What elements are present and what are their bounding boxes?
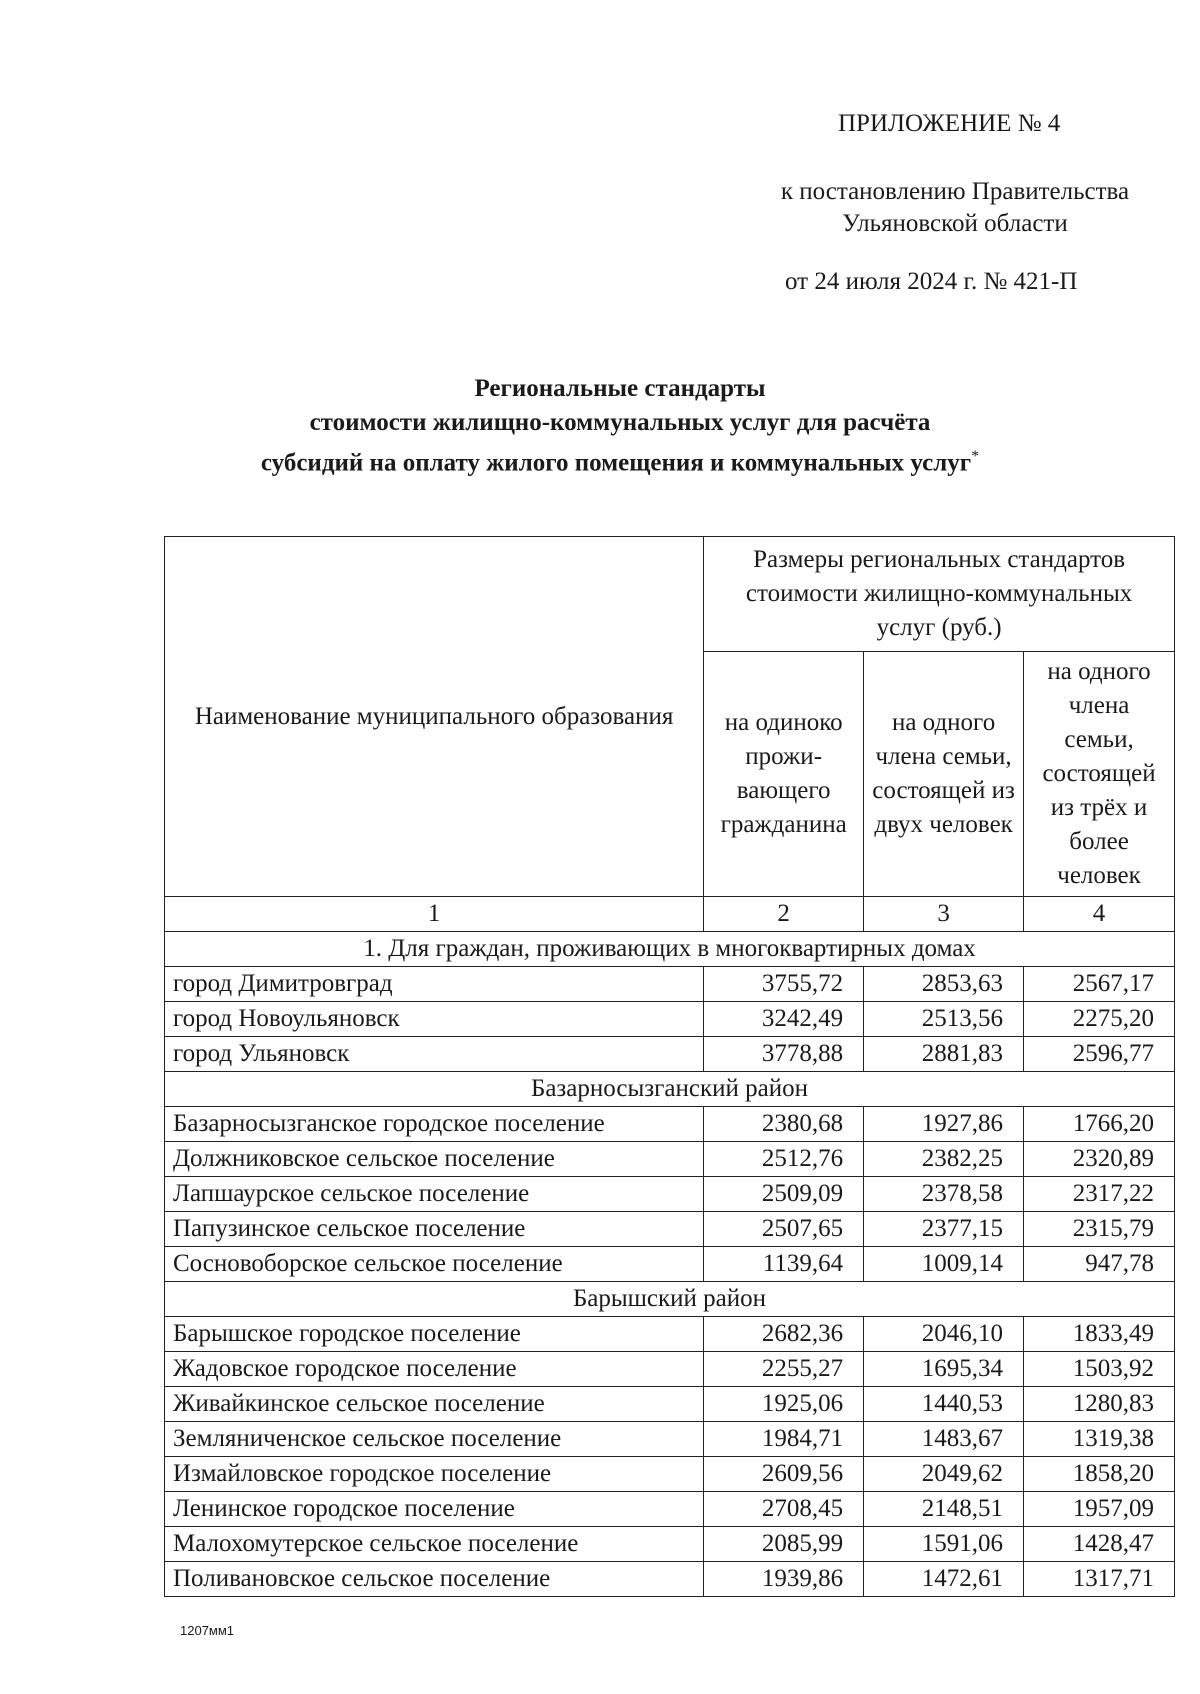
table-row xyxy=(165,1177,1175,1212)
appendix-number: ПРИЛОЖЕНИЕ № 4 xyxy=(838,110,1061,137)
col-number-4: 4 xyxy=(1024,897,1175,932)
decree-line-1: к постановлению Правительства xyxy=(780,178,1130,205)
value-three-plus: 2315,79 xyxy=(1024,1212,1175,1247)
value-two-person: 2881,83 xyxy=(864,1037,1024,1072)
table-row xyxy=(165,1317,1175,1352)
decree-date: от 24 июля 2024 г. № 421-П xyxy=(785,268,1078,295)
municipality-name: город Димитровград xyxy=(165,967,704,1002)
header-row-1 xyxy=(165,537,1175,652)
value-single: 3755,72 xyxy=(704,967,864,1002)
col4-header: на одного члена семьи, состоящей из трёх и более человек xyxy=(1024,652,1175,897)
footer-code: 1207мм1 xyxy=(180,1623,235,1638)
municipality-name: Земляниченское сельское поселение xyxy=(165,1422,704,1457)
table-row xyxy=(165,1562,1175,1597)
value-two-person: 2378,58 xyxy=(864,1177,1024,1212)
value-two-person: 2148,51 xyxy=(864,1492,1024,1527)
title-line-3: субсидий на оплату жилого помещения и коммунальных услуг* xyxy=(260,448,980,477)
table-row xyxy=(165,1107,1175,1142)
municipality-name: Измайловское городское поселение xyxy=(165,1457,704,1492)
value-three-plus: 1833,49 xyxy=(1024,1317,1175,1352)
value-three-plus: 1317,71 xyxy=(1024,1562,1175,1597)
table-row xyxy=(165,1212,1175,1247)
value-two-person: 2382,25 xyxy=(864,1142,1024,1177)
municipality-name: Ленинское городское поселение xyxy=(165,1492,704,1527)
decree-reference xyxy=(755,176,1155,240)
value-three-plus: 1503,92 xyxy=(1024,1352,1175,1387)
value-single: 1939,86 xyxy=(704,1562,864,1597)
municipality-name: Барышское городское поселение xyxy=(165,1317,704,1352)
value-three-plus: 947,78 xyxy=(1024,1247,1175,1282)
value-two-person: 1591,06 xyxy=(864,1527,1024,1562)
value-three-plus: 2567,17 xyxy=(1024,967,1175,1002)
municipality-name: Поливановское сельское поселение xyxy=(165,1562,704,1597)
section-title: Барышский район xyxy=(165,1282,1175,1317)
col1-header: Наименование муниципального образования xyxy=(165,537,704,897)
value-three-plus: 2596,77 xyxy=(1024,1037,1175,1072)
section-row xyxy=(165,932,1175,967)
value-two-person: 1927,86 xyxy=(864,1107,1024,1142)
value-single: 3242,49 xyxy=(704,1002,864,1037)
value-three-plus: 1766,20 xyxy=(1024,1107,1175,1142)
municipality-name: Базарносызганское городское поселение xyxy=(165,1107,704,1142)
col2-header: на одиноко прожи-вающего гражданина xyxy=(704,652,864,897)
value-single: 1925,06 xyxy=(704,1387,864,1422)
value-single: 2085,99 xyxy=(704,1527,864,1562)
value-single: 2708,45 xyxy=(704,1492,864,1527)
value-single: 2255,27 xyxy=(704,1352,864,1387)
col-number-3: 3 xyxy=(864,897,1024,932)
table-row xyxy=(165,1247,1175,1282)
table-row xyxy=(165,1037,1175,1072)
value-single: 2509,09 xyxy=(704,1177,864,1212)
title-line-2: стоимости жилищно-коммунальных услуг для расчёта xyxy=(309,409,931,436)
table-row xyxy=(165,1422,1175,1457)
value-two-person: 2049,62 xyxy=(864,1457,1024,1492)
value-two-person: 1009,14 xyxy=(864,1247,1024,1282)
municipality-name: Сосновоборское сельское поселение xyxy=(165,1247,704,1282)
value-single: 2507,65 xyxy=(704,1212,864,1247)
value-single: 1984,71 xyxy=(704,1422,864,1457)
value-two-person: 2513,56 xyxy=(864,1002,1024,1037)
value-three-plus: 2320,89 xyxy=(1024,1142,1175,1177)
value-two-person: 1440,53 xyxy=(864,1387,1024,1422)
municipality-name: Лапшаурское сельское поселение xyxy=(165,1177,704,1212)
value-three-plus: 1280,83 xyxy=(1024,1387,1175,1422)
table-row xyxy=(165,1457,1175,1492)
table-row xyxy=(165,1142,1175,1177)
section-row xyxy=(165,1072,1175,1107)
table-row xyxy=(165,1492,1175,1527)
value-two-person: 1472,61 xyxy=(864,1562,1024,1597)
table-row xyxy=(165,1352,1175,1387)
municipality-name: Малохомутерское сельское поселение xyxy=(165,1527,704,1562)
value-two-person: 1695,34 xyxy=(864,1352,1024,1387)
standards-table xyxy=(164,536,1175,1597)
value-three-plus: 2317,22 xyxy=(1024,1177,1175,1212)
value-single: 2682,36 xyxy=(704,1317,864,1352)
value-single: 3778,88 xyxy=(704,1037,864,1072)
col-number-2: 2 xyxy=(704,897,864,932)
footnote-mark: * xyxy=(971,448,980,465)
value-three-plus: 1957,09 xyxy=(1024,1492,1175,1527)
value-three-plus: 1319,38 xyxy=(1024,1422,1175,1457)
value-two-person: 2046,10 xyxy=(864,1317,1024,1352)
section-row xyxy=(165,1282,1175,1317)
section-title: Базарносызганский район xyxy=(165,1072,1175,1107)
section-title: 1. Для граждан, проживающих в многоквартирных домах xyxy=(165,932,1175,967)
column-numbers-row xyxy=(165,897,1175,932)
value-two-person: 1483,67 xyxy=(864,1422,1024,1457)
col3-header: на одного члена семьи, состоящей из двух человек xyxy=(864,652,1024,897)
value-single: 2609,56 xyxy=(704,1457,864,1492)
municipality-name: Живайкинское сельское поселение xyxy=(165,1387,704,1422)
municipality-name: Должниковское сельское поселение xyxy=(165,1142,704,1177)
municipality-name: Жадовское городское поселение xyxy=(165,1352,704,1387)
value-two-person: 2853,63 xyxy=(864,967,1024,1002)
value-single: 2512,76 xyxy=(704,1142,864,1177)
group-header: Размеры региональных стандартов стоимости жилищно-коммунальных услуг (руб.) xyxy=(704,537,1175,652)
municipality-name: Папузинское сельское поселение xyxy=(165,1212,704,1247)
decree-line-2: Ульяновской области xyxy=(842,210,1068,237)
document-title xyxy=(120,372,1120,480)
municipality-name: город Новоульяновск xyxy=(165,1002,704,1037)
value-three-plus: 1428,47 xyxy=(1024,1527,1175,1562)
value-three-plus: 1858,20 xyxy=(1024,1457,1175,1492)
table-row xyxy=(165,1002,1175,1037)
table-row xyxy=(165,967,1175,1002)
value-two-person: 2377,15 xyxy=(864,1212,1024,1247)
table-row xyxy=(165,1387,1175,1422)
value-single: 2380,68 xyxy=(704,1107,864,1142)
title-line-1: Региональные стандарты xyxy=(474,375,766,402)
col-number-1: 1 xyxy=(165,897,704,932)
municipality-name: город Ульяновск xyxy=(165,1037,704,1072)
value-three-plus: 2275,20 xyxy=(1024,1002,1175,1037)
value-single: 1139,64 xyxy=(704,1247,864,1282)
table-row xyxy=(165,1527,1175,1562)
